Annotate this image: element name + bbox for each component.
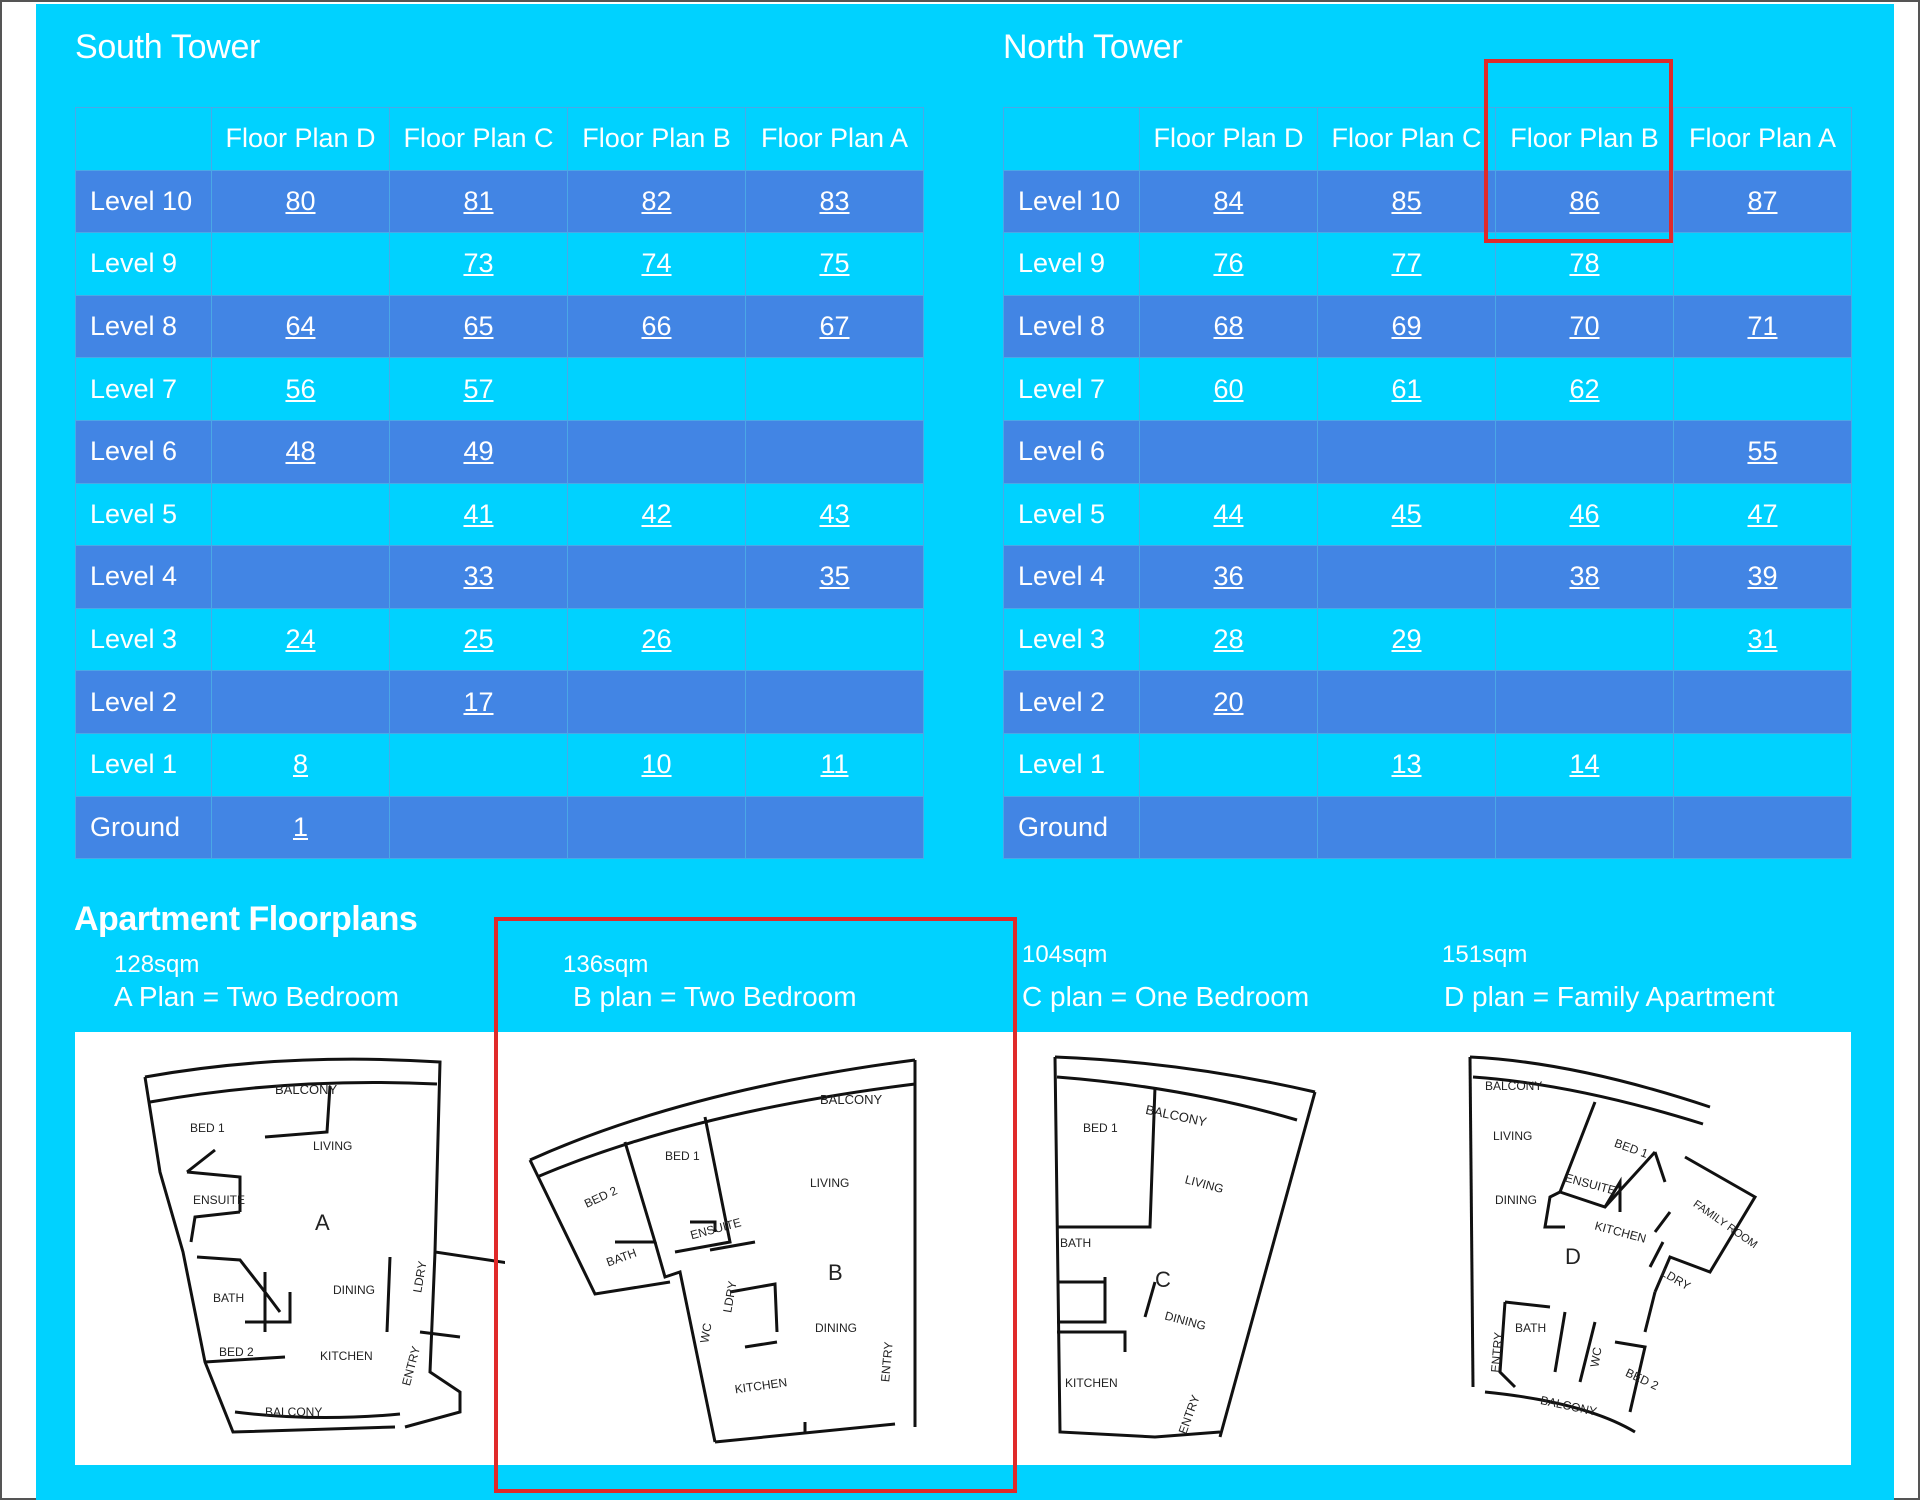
plan-a-drawing[interactable]: [115, 1032, 505, 1452]
plan-a-bed1-label: BED 1: [190, 1121, 225, 1135]
column-header: Floor Plan A: [1674, 108, 1852, 171]
unit-cell: [1496, 546, 1674, 609]
plan-b-wc-label: WC: [697, 1321, 715, 1345]
unit-link[interactable]: 47: [1747, 498, 1778, 529]
floorplan-drawings: [75, 1032, 1851, 1465]
unit-cell: [1496, 358, 1674, 421]
column-header: Floor Plan B: [568, 108, 746, 171]
level-label: Level 9: [1004, 233, 1140, 296]
plan-c-living-label: LIVING: [1183, 1172, 1226, 1197]
south-tower-title: South Tower: [75, 28, 261, 66]
unit-cell: [568, 608, 746, 671]
table-row: [76, 671, 924, 734]
plan-b-bath-label: BATH: [604, 1245, 639, 1270]
unit-cell: [1140, 796, 1318, 859]
unit-link[interactable]: 69: [1391, 311, 1422, 342]
unit-link[interactable]: 85: [1391, 185, 1422, 216]
unit-cell: [1318, 170, 1496, 233]
unit-cell: [1140, 233, 1318, 296]
unit-cell: [568, 671, 746, 734]
column-header: Floor Plan D: [1140, 108, 1318, 171]
table-row: [76, 483, 924, 546]
unit-cell: [1674, 483, 1852, 546]
plan-d-wc-label: WC: [1587, 1346, 1605, 1369]
table-row: [76, 295, 924, 358]
level-label: Level 6: [1004, 420, 1140, 483]
unit-cell: [746, 671, 924, 734]
level-label: Level 4: [1004, 546, 1140, 609]
unit-cell: [1496, 796, 1674, 859]
level-label: Level 3: [76, 608, 212, 671]
plan-d-dining-label: DINING: [1495, 1193, 1537, 1207]
unit-cell: [212, 796, 390, 859]
unit-cell: [1140, 420, 1318, 483]
plan-b-kitchen-label: KITCHEN: [733, 1375, 788, 1397]
unit-link[interactable]: 75: [819, 248, 850, 279]
plan-d-bottom-balcony-label: BALCONY: [1539, 1393, 1599, 1419]
unit-cell: [1674, 546, 1852, 609]
table-row: [1004, 170, 1852, 233]
column-header: Floor Plan D: [212, 108, 390, 171]
unit-cell: [1140, 608, 1318, 671]
unit-link[interactable]: 55: [1747, 436, 1778, 467]
unit-link[interactable]: 68: [1213, 311, 1244, 342]
table-row: [76, 420, 924, 483]
unit-cell: [1318, 608, 1496, 671]
unit-link[interactable]: 14: [1569, 749, 1600, 780]
unit-cell: [1140, 358, 1318, 421]
column-header: Floor Plan A: [746, 108, 924, 171]
plan-b-ldry-label: LDRY: [720, 1280, 740, 1314]
north-tower-title: North Tower: [1003, 28, 1183, 66]
unit-cell: [1318, 483, 1496, 546]
unit-cell: [1674, 295, 1852, 358]
unit-link[interactable]: 10: [641, 749, 672, 780]
unit-link[interactable]: 64: [285, 311, 316, 342]
unit-link[interactable]: 43: [819, 498, 850, 529]
plan-c-letter: C: [1155, 1267, 1171, 1292]
unit-link[interactable]: 60: [1213, 373, 1244, 404]
unit-cell: [1496, 420, 1674, 483]
unit-cell: [390, 420, 568, 483]
unit-link[interactable]: 35: [819, 561, 850, 592]
plan-b-living-label: LIVING: [810, 1176, 850, 1190]
unit-link[interactable]: 65: [463, 311, 494, 342]
header-corner-cell: [76, 108, 212, 171]
unit-cell: [1496, 483, 1674, 546]
unit-cell: [1496, 170, 1674, 233]
unit-link[interactable]: 73: [463, 248, 494, 279]
unit-cell: [1318, 358, 1496, 421]
unit-cell: [1496, 295, 1674, 358]
unit-cell: [568, 295, 746, 358]
unit-cell: [746, 233, 924, 296]
plan-a-letter: A: [315, 1210, 330, 1235]
unit-cell: [568, 546, 746, 609]
unit-cell: [746, 420, 924, 483]
table-row: [76, 796, 924, 859]
unit-cell: [746, 358, 924, 421]
unit-cell: [1140, 671, 1318, 734]
unit-cell: [212, 671, 390, 734]
level-label: Level 3: [1004, 608, 1140, 671]
unit-link[interactable]: 71: [1747, 311, 1778, 342]
unit-cell: [1674, 170, 1852, 233]
unit-cell: [212, 233, 390, 296]
unit-cell: [390, 733, 568, 796]
unit-cell: [390, 608, 568, 671]
plan-d-bed1-label: BED 1: [1612, 1135, 1650, 1161]
level-label: Ground: [1004, 796, 1140, 859]
unit-cell: [390, 671, 568, 734]
unit-cell: [1496, 233, 1674, 296]
unit-link[interactable]: 84: [1213, 185, 1244, 216]
plan-c-dining-label: DINING: [1163, 1308, 1208, 1334]
level-label: Level 2: [76, 671, 212, 734]
plan-a-ensuite-label: ENSUITE: [193, 1193, 246, 1207]
level-label: Level 5: [1004, 483, 1140, 546]
unit-cell: [568, 483, 746, 546]
unit-link[interactable]: 66: [641, 311, 672, 342]
unit-cell: [212, 420, 390, 483]
unit-cell: [1674, 733, 1852, 796]
south-tower-table: [75, 107, 924, 859]
unit-link[interactable]: 56: [285, 373, 316, 404]
unit-link[interactable]: 26: [641, 624, 672, 655]
unit-link[interactable]: 33: [463, 561, 494, 592]
unit-cell: [1318, 796, 1496, 859]
plan-c-description: C plan = One Bedroom: [1022, 981, 1310, 1012]
level-label: Level 2: [1004, 671, 1140, 734]
level-label: Level 1: [1004, 733, 1140, 796]
plan-d-bed2-label: BED 2: [1623, 1365, 1661, 1393]
unit-cell: [1140, 170, 1318, 233]
level-label: Level 7: [76, 358, 212, 421]
unit-cell: [1674, 233, 1852, 296]
table-row: [76, 358, 924, 421]
table-row: [1004, 420, 1852, 483]
level-label: Level 8: [76, 295, 212, 358]
plan-a-balcony-label: BALCONY: [275, 1082, 338, 1097]
unit-cell: [212, 733, 390, 796]
unit-link[interactable]: 36: [1213, 561, 1244, 592]
unit-link[interactable]: 80: [285, 185, 316, 216]
unit-cell: [568, 233, 746, 296]
unit-cell: [746, 546, 924, 609]
plan-b-balcony-label: BALCONY: [820, 1092, 883, 1107]
unit-cell: [568, 733, 746, 796]
level-label: Level 7: [1004, 358, 1140, 421]
unit-cell: [212, 483, 390, 546]
column-header: Floor Plan B: [1496, 108, 1674, 171]
plan-b-letter: B: [828, 1260, 843, 1285]
plan-d-letter: D: [1565, 1244, 1581, 1269]
plan-a-bed2-label: BED 2: [219, 1345, 254, 1359]
unit-cell: [390, 295, 568, 358]
plan-d-drawing[interactable]: [1455, 1032, 1785, 1452]
table-row: [1004, 295, 1852, 358]
plan-a-description: A Plan = Two Bedroom: [114, 981, 400, 1012]
north-header-row: [1004, 108, 1852, 171]
unit-link[interactable]: 13: [1391, 749, 1422, 780]
header-corner-cell: [1004, 108, 1140, 171]
table-row: [76, 733, 924, 796]
plan-c-drawing[interactable]: [1035, 1032, 1365, 1452]
column-header: Floor Plan C: [1318, 108, 1496, 171]
unit-cell: [212, 295, 390, 358]
plan-a-kitchen-label: KITCHEN: [320, 1349, 373, 1363]
unit-cell: [746, 608, 924, 671]
plan-d-entry-label: ENTRY: [1488, 1331, 1506, 1374]
unit-cell: [746, 170, 924, 233]
unit-cell: [746, 796, 924, 859]
unit-link[interactable]: 74: [641, 248, 672, 279]
plan-a-ldry-label: LDRY: [410, 1260, 430, 1294]
table-row: [1004, 358, 1852, 421]
unit-cell: [1318, 671, 1496, 734]
unit-link[interactable]: 38: [1569, 561, 1600, 592]
unit-link[interactable]: 24: [285, 624, 316, 655]
unit-link[interactable]: 41: [463, 498, 494, 529]
unit-cell: [1674, 358, 1852, 421]
plan-c-balcony-label: BALCONY: [1144, 1101, 1209, 1130]
unit-cell: [212, 608, 390, 671]
level-label: Level 9: [76, 233, 212, 296]
plan-b-dining-label: DINING: [815, 1321, 857, 1335]
unit-cell: [746, 733, 924, 796]
unit-link[interactable]: 82: [641, 185, 672, 216]
column-header: Floor Plan C: [390, 108, 568, 171]
plan-b-ensuite-label: ENSUITE: [688, 1215, 743, 1243]
table-row: [1004, 233, 1852, 296]
unit-cell: [568, 420, 746, 483]
plan-d-balcony-label: BALCONY: [1485, 1079, 1543, 1093]
unit-cell: [390, 233, 568, 296]
table-row: [1004, 483, 1852, 546]
unit-link[interactable]: 70: [1569, 311, 1600, 342]
unit-link[interactable]: 29: [1391, 624, 1422, 655]
unit-link[interactable]: 67: [819, 311, 850, 342]
unit-link[interactable]: 1: [292, 811, 309, 842]
unit-cell: [1674, 608, 1852, 671]
unit-link[interactable]: 20: [1213, 686, 1244, 717]
unit-cell: [212, 170, 390, 233]
unit-link[interactable]: 42: [641, 498, 672, 529]
table-row: [76, 233, 924, 296]
unit-link[interactable]: 76: [1213, 248, 1244, 279]
plan-a-living-label: LIVING: [313, 1139, 353, 1153]
plan-c-kitchen-label: KITCHEN: [1065, 1376, 1118, 1390]
plan-d-ensuite-label: ENSUITE: [1563, 1170, 1618, 1198]
level-label: Level 10: [76, 170, 212, 233]
unit-link[interactable]: 87: [1747, 185, 1778, 216]
unit-cell: [212, 358, 390, 421]
unit-cell: [568, 796, 746, 859]
unit-link[interactable]: 78: [1569, 248, 1600, 279]
unit-link[interactable]: 17: [463, 686, 494, 717]
level-label: Level 1: [76, 733, 212, 796]
unit-cell: [568, 170, 746, 233]
unit-cell: [1674, 671, 1852, 734]
table-row: [1004, 796, 1852, 859]
unit-link[interactable]: 83: [819, 185, 850, 216]
plan-b-bed1-label: BED 1: [665, 1149, 700, 1163]
plan-d-ldry-label: LDRY: [1658, 1265, 1693, 1294]
level-label: Level 8: [1004, 295, 1140, 358]
level-label: Ground: [76, 796, 212, 859]
unit-link[interactable]: 46: [1569, 498, 1600, 529]
unit-link[interactable]: 8: [292, 749, 309, 780]
unit-cell: [1674, 796, 1852, 859]
level-label: Level 4: [76, 546, 212, 609]
unit-link[interactable]: 62: [1569, 373, 1600, 404]
plan-d-family-room-label: FAMILY ROOM: [1690, 1198, 1760, 1252]
unit-cell: [746, 295, 924, 358]
unit-cell: [1140, 295, 1318, 358]
table-row: [1004, 546, 1852, 609]
plan-c-bath-label: BATH: [1060, 1236, 1092, 1250]
level-label: Level 6: [76, 420, 212, 483]
level-label: Level 10: [1004, 170, 1140, 233]
unit-link[interactable]: 25: [463, 624, 494, 655]
plan-b-size: 136sqm: [563, 951, 649, 978]
unit-link[interactable]: 45: [1391, 498, 1422, 529]
unit-cell: [568, 358, 746, 421]
unit-cell: [1140, 483, 1318, 546]
plan-c-entry-label: ENTRY: [1175, 1393, 1203, 1436]
unit-cell: [390, 358, 568, 421]
plan-a-entry-label: ENTRY: [399, 1344, 424, 1388]
table-row: [1004, 608, 1852, 671]
plan-d-size: 151sqm: [1442, 941, 1528, 968]
unit-link[interactable]: 57: [463, 373, 494, 404]
plan-c-size: 104sqm: [1022, 941, 1108, 968]
unit-cell: [746, 483, 924, 546]
floorplans-title: Apartment Floorplans: [74, 900, 418, 938]
plan-a-size: 128sqm: [114, 951, 200, 978]
unit-cell: [1318, 733, 1496, 796]
plan-b-entry-label: ENTRY: [878, 1341, 896, 1383]
unit-link[interactable]: 77: [1391, 248, 1422, 279]
unit-cell: [1140, 546, 1318, 609]
level-label: Level 5: [76, 483, 212, 546]
unit-link[interactable]: 11: [820, 749, 849, 780]
plan-a-bath-label: BATH: [213, 1291, 245, 1305]
plan-a-dining-label: DINING: [333, 1283, 375, 1297]
plan-d-bath-label: BATH: [1515, 1321, 1547, 1335]
north-tower-table: [1003, 107, 1852, 859]
unit-cell: [1140, 733, 1318, 796]
unit-cell: [390, 170, 568, 233]
unit-link[interactable]: 49: [463, 436, 494, 467]
unit-link[interactable]: 48: [285, 436, 316, 467]
unit-link[interactable]: 31: [1747, 624, 1778, 655]
plan-c-bed1-label: BED 1: [1083, 1121, 1118, 1135]
unit-cell: [1318, 420, 1496, 483]
plan-b-bed2-label: BED 2: [582, 1183, 620, 1211]
table-row: [1004, 733, 1852, 796]
plan-d-description: D plan = Family Apartment: [1444, 981, 1775, 1012]
unit-cell: [212, 546, 390, 609]
table-row: [76, 170, 924, 233]
plan-d-kitchen-label: KITCHEN: [1593, 1218, 1648, 1246]
unit-cell: [390, 796, 568, 859]
plan-b-drawing[interactable]: [515, 1032, 965, 1452]
unit-cell: [1318, 546, 1496, 609]
unit-cell: [1318, 295, 1496, 358]
unit-link[interactable]: 28: [1213, 624, 1244, 655]
unit-link[interactable]: 39: [1747, 561, 1778, 592]
unit-cell: [1318, 233, 1496, 296]
plan-d-living-label: LIVING: [1493, 1129, 1533, 1143]
plan-a-bottom-balcony-label: BALCONY: [265, 1405, 323, 1419]
table-row: [1004, 671, 1852, 734]
unit-cell: [1496, 671, 1674, 734]
unit-cell: [1496, 733, 1674, 796]
table-row: [76, 546, 924, 609]
unit-link[interactable]: 61: [1391, 373, 1422, 404]
unit-link[interactable]: 44: [1213, 498, 1244, 529]
south-header-row: [76, 108, 924, 171]
unit-cell: [1674, 420, 1852, 483]
unit-link[interactable]: 81: [463, 185, 494, 216]
unit-link[interactable]: 86: [1569, 185, 1600, 216]
plan-b-description: B plan = Two Bedroom: [573, 981, 857, 1012]
unit-cell: [390, 546, 568, 609]
unit-cell: [1496, 608, 1674, 671]
table-row: [76, 608, 924, 671]
unit-cell: [390, 483, 568, 546]
